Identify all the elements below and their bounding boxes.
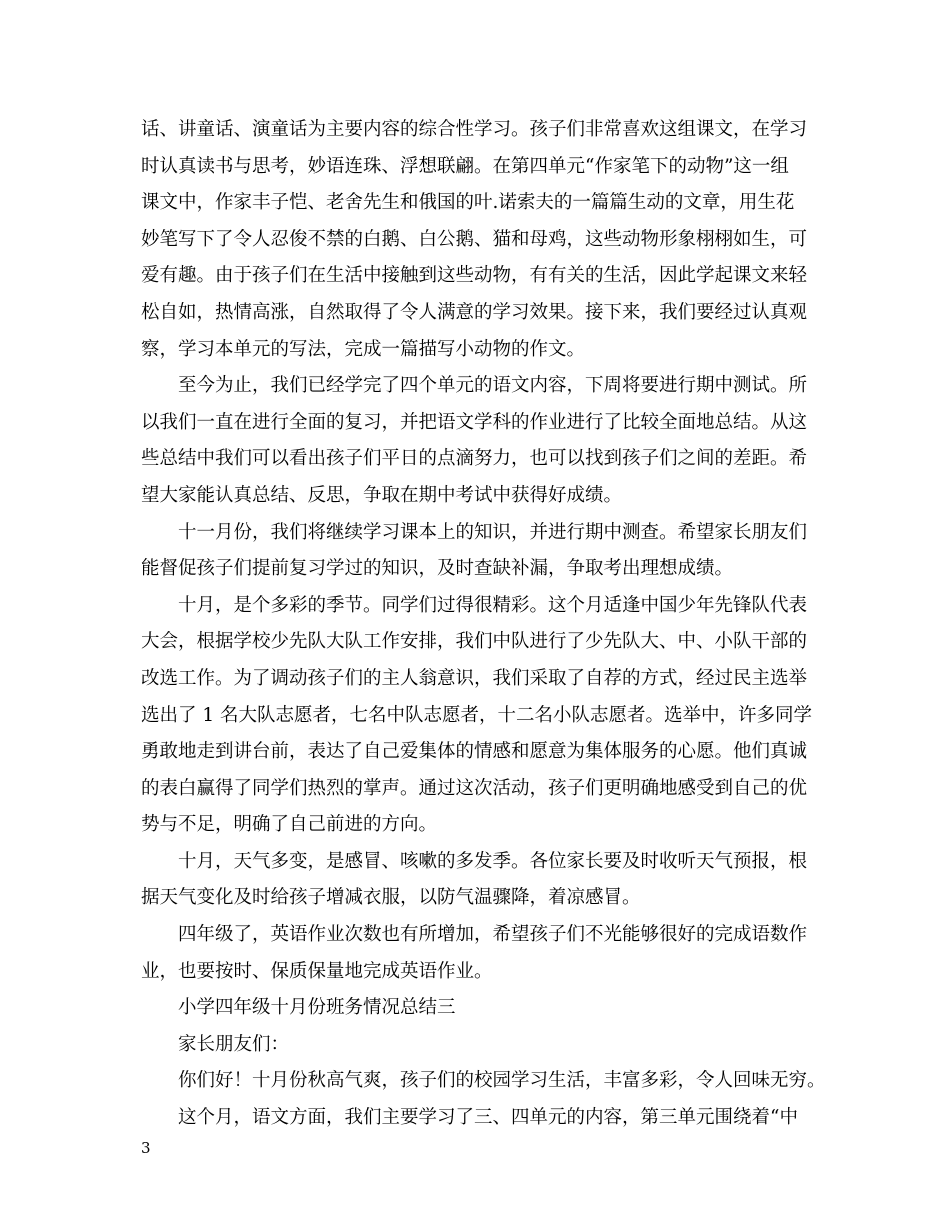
text-line: 爱有趣。由于孩子们在生活中接触到这些动物，有有关的生活，因此学起课文来轻 [141, 265, 808, 287]
text-line: 十月，是个多彩的季节。同学们过得很精彩。这个月适逢中国少年先锋队代表 [178, 594, 808, 616]
text-line: 势与不足，明确了自己前进的方向。 [141, 814, 438, 836]
text-line: 的表白赢得了同学们热烈的掌声。通过这次活动，孩子们更明确地感受到自己的优 [141, 777, 808, 799]
text-line: 望大家能认真总结、反思，争取在期中考试中获得好成绩。 [141, 484, 623, 506]
text-line: 这个月，语文方面，我们主要学习了三、四单元的内容，第三单元围绕着“中 [178, 1107, 798, 1129]
text-line: 能督促孩子们提前复习学过的知识，及时查缺补漏，争取考出理想成绩。 [141, 558, 734, 580]
text-line: 四年级了，英语作业次数也有所增加，希望孩子们不光能够很好的完成语数作 [178, 924, 808, 946]
text-line: 松自如，热情高涨，自然取得了令人满意的学习效果。接下来，我们要经过认真观 [141, 301, 808, 323]
text-line: 时认真读书与思考，妙语连珠、浮想联翩。在第四单元“作家笔下的动物”这一组 [141, 155, 789, 177]
text-line: 据天气变化及时给孩子增减衣服，以防气温骤降，着凉感冒。 [141, 887, 641, 909]
text-line: 妙笔写下了令人忍俊不禁的白鹅、白公鹅、猫和母鸡，这些动物形象栩栩如生，可 [141, 228, 808, 250]
document-body [141, 112, 826, 1137]
text-line: 家长朋友们： [178, 1033, 290, 1055]
text-line: 改选工作。为了调动孩子们的主人翁意识，我们采取了自荐的方式，经过民主选举 [141, 667, 808, 689]
text-line: 你们好！十月份秋高气爽，孩子们的校园学习生活，丰富多彩，令人回味无穷。 [178, 1070, 826, 1092]
text-line: 勇敢地走到讲台前，表达了自己爱集体的情感和愿意为集体服务的心愿。他们真诚 [141, 741, 808, 763]
text-line: 选出了 1 名大队志愿者，七名中队志愿者，十二名小队志愿者。选举中，许多同学 [141, 704, 813, 726]
text-line: 察，学习本单元的写法，完成一篇描写小动物的作文。 [141, 338, 586, 360]
text-line: 些总结中我们可以看出孩子们平日的点滴努力，也可以找到孩子们之间的差距。希 [141, 448, 808, 470]
text-line: 十一月份，我们将继续学习课本上的知识，并进行期中测查。希望家长朋友们 [178, 521, 808, 543]
page-number: 3 [141, 1139, 151, 1157]
text-line: 业，也要按时、保质保量地完成英语作业。 [141, 960, 493, 982]
text-line: 十月，天气多变，是感冒、咳嗽的多发季。各位家长要及时收听天气预报，根 [178, 850, 808, 872]
text-line: 话、讲童话、演童话为主要内容的综合性学习。孩子们非常喜欢这组课文，在学习 [141, 119, 808, 140]
text-line: 小学四年级十月份班务情况总结三 [178, 997, 456, 1019]
text-line: 大会，根据学校少先队大队工作安排，我们中队进行了少先队大、中、小队干部的 [141, 631, 808, 653]
text-line: 以我们一直在进行全面的复习，并把语文学科的作业进行了比较全面地总结。从这 [141, 411, 808, 433]
text-line: 至今为止，我们已经学完了四个单元的语文内容，下周将要进行期中测试。所 [178, 375, 808, 397]
text-line: 课文中，作家丰子恺、老舍先生和俄国的叶.诺索夫的一篇篇生动的文章，用生花 [141, 192, 795, 214]
